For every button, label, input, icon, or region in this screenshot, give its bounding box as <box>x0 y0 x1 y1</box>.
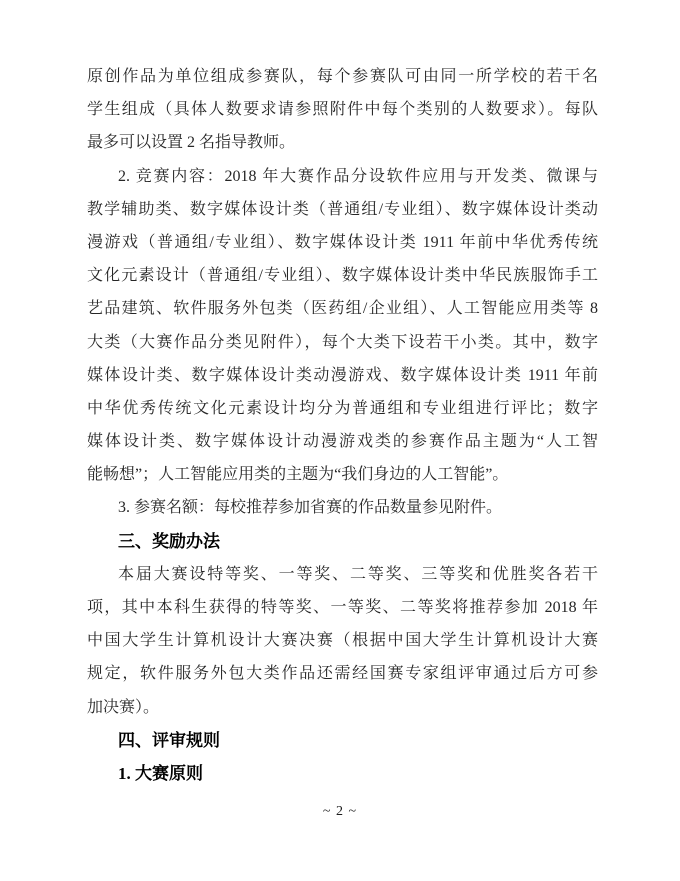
body-line-2: 学生组成（具体人数要求请参照附件中每个类别的人数要求）。每队 <box>87 101 598 119</box>
body-line-9: 大类（大赛作品分类见附件），每个大类下设若干小类。其中，数字 <box>87 333 598 351</box>
document-text-block <box>87 60 598 790</box>
heading-review-rules: 四、评审规则 <box>118 730 220 750</box>
body-line-20: 加决赛）。 <box>87 698 160 716</box>
item-3-entry-quota: 3. 参赛名额：每校推荐参加省赛的作品数量参见附件。 <box>118 499 503 517</box>
heading-awards: 三、奖励办法 <box>118 531 220 551</box>
body-line-19: 规定，软件服务外包大类作品还需经国赛专家组评审通过后方可参 <box>87 665 598 683</box>
body-line-5: 教学辅助类、数字媒体设计类（普通组/专业组）、数字媒体设计类动 <box>87 200 598 218</box>
body-line-11: 中华优秀传统文化元素设计均分为普通组和专业组进行评比；数字 <box>87 399 598 417</box>
body-line-6: 漫游戏（普通组/专业组）、数字媒体设计类 1911 年前中华优秀传统 <box>87 233 598 251</box>
body-line-8: 艺品建筑、软件服务外包类（医药组/企业组）、人工智能应用类等 8 <box>87 300 598 318</box>
body-line-3: 最多可以设置 2 名指导教师。 <box>87 134 296 152</box>
body-line-18: 中国大学生计算机设计大赛决赛（根据中国大学生计算机设计大赛 <box>87 632 598 650</box>
body-line-10: 媒体设计类、数字媒体设计类动漫游戏、数字媒体设计类 1911 年前 <box>87 366 598 384</box>
body-line-7: 文化元素设计（普通组/专业组）、数字媒体设计类中华民族服饰手工 <box>87 267 598 285</box>
page-number: ~ 2 ~ <box>322 804 358 819</box>
body-line-1: 原创作品为单位组成参赛队，每个参赛队可由同一所学校的若干名 <box>87 68 598 85</box>
body-line-13: 能畅想”；人工智能应用类的主题为“我们身边的人工智能”。 <box>87 466 509 484</box>
subheading-contest-principles: 1. 大赛原则 <box>118 763 203 783</box>
body-line-12: 媒体设计类、数字媒体设计动漫游戏类的参赛作品主题为“人工智 <box>87 433 598 451</box>
item-2-contest-content-line-1: 2. 竞赛内容：2018 年大赛作品分设软件应用与开发类、微课与 <box>118 167 598 185</box>
body-line-17: 项，其中本科生获得的特等奖、一等奖、二等奖将推荐参加 2018 年 <box>87 599 598 616</box>
body-line-16: 本届大赛设特等奖、一等奖、二等奖、三等奖和优胜奖各若干 <box>118 565 598 583</box>
